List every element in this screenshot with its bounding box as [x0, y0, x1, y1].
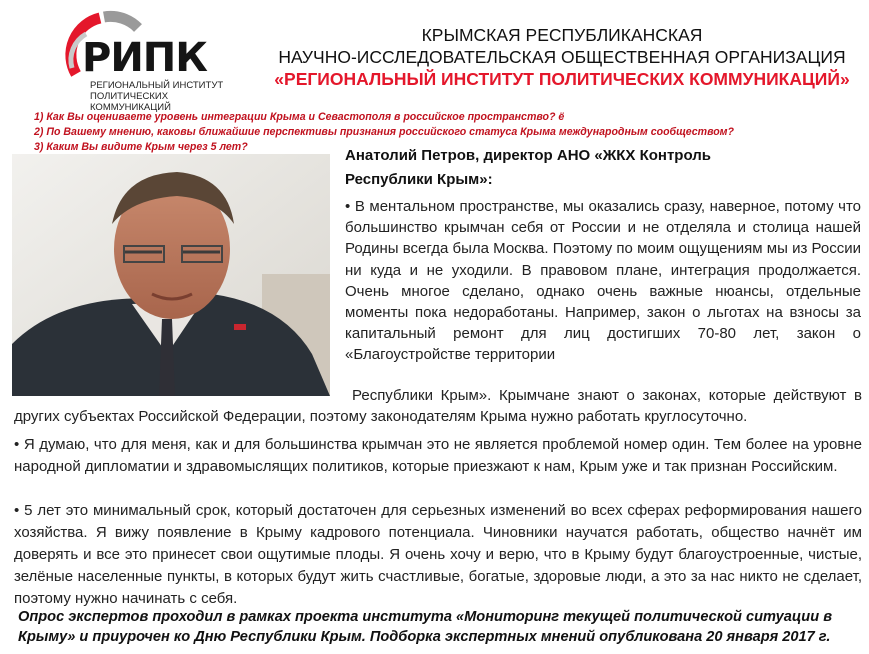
expert-name: Анатолий Петров, директор АНО «ЖКХ Контроль Республики Крым»: [345, 147, 712, 188]
question-2: 2) По Вашему мнению, каковы ближайшие перспективы признания российского статуса Крыма международным сообществом? [34, 126, 734, 138]
logo-wordmark: РИПК [82, 35, 207, 81]
answer-1-part-1: • В ментальном пространстве, мы оказались сразу, наверное, потому что большинство крымчан себя от России и не отделяла и столица нашей Родины всегда была Москва. Поэтому по моим ощущениям мы из России ни куда и не уходили. В правовом плане, интеграция продолжается. Очень многое сделано, однако очень важные нюансы, отдельные моменты пока недоработаны. Например, закон о льготах на взносы за капитальный ремонт для лиц достигших 70-80 лет, закон о «Благоустройстве территории [345, 198, 861, 364]
expert-photo [12, 154, 330, 396]
answer-1-part-2: Республики Крым». Крымчане знают о законах, которые действуют в других субъектах Российской Федерации, поэтому законодателям Крыма нужно работать круглосуточно. [14, 387, 862, 425]
question-3: 3) Каким Вы видите Крым через 5 лет? [34, 141, 248, 153]
logo-subtitle: РЕГИОНАЛЬНЫЙ ИНСТИТУТ ПОЛИТИЧЕСКИХ КОММУНИКАЦИЙ [90, 80, 224, 113]
answer-2: • Я думаю, что для меня, как и для большинства крымчан это не является проблемой номер один. Тем более на уровне народной дипломатии и здравомыслящих политиков, которые приезжают к нам, Крым уже и так признан Российским. [14, 436, 862, 475]
question-1: 1) Как Вы оцениваете уровень интеграции Крыма и Севастополя в российское пространство? ё [34, 111, 565, 123]
organization-title [262, 24, 862, 90]
survey-footer-note: Опрос экспертов проходил в рамках проекта института «Мониторинг текущей политической ситуации в Крыму» и приурочен ко Дню Республики Крым. Подборка экспертных мнений опубликована 20 января 2017 г. [18, 609, 833, 645]
org-line-2: НАУЧНО-ИССЛЕДОВАТЕЛЬСКАЯ ОБЩЕСТВЕННАЯ ОРГАНИЗАЦИЯ [278, 47, 846, 67]
ripk-logo [42, 8, 232, 113]
org-line-1: КРЫМСКАЯ РЕСПУБЛИКАНСКАЯ [421, 25, 703, 45]
org-name: «РЕГИОНАЛЬНЫЙ ИНСТИТУТ ПОЛИТИЧЕСКИХ КОММУНИКАЦИЙ» [274, 69, 850, 89]
answer-3: • 5 лет это минимальный срок, который достаточен для серьезных изменений во всех сферах реформирования нашего хозяйства. Я вижу появление в Крыму кадрового потенциала. Чиновники научатся работать, общество начнёт им доверять и все это принесет свои ощутимые плоды. Я очень хочу и верю, что в Крыму будут благоустроенные, чистые, зелёные населенные пункты, в которых будут жить счастливые, богатые, здоровые люди, а это за нас никто не сделает, поэтому нужно начинать с себя. [14, 502, 862, 607]
